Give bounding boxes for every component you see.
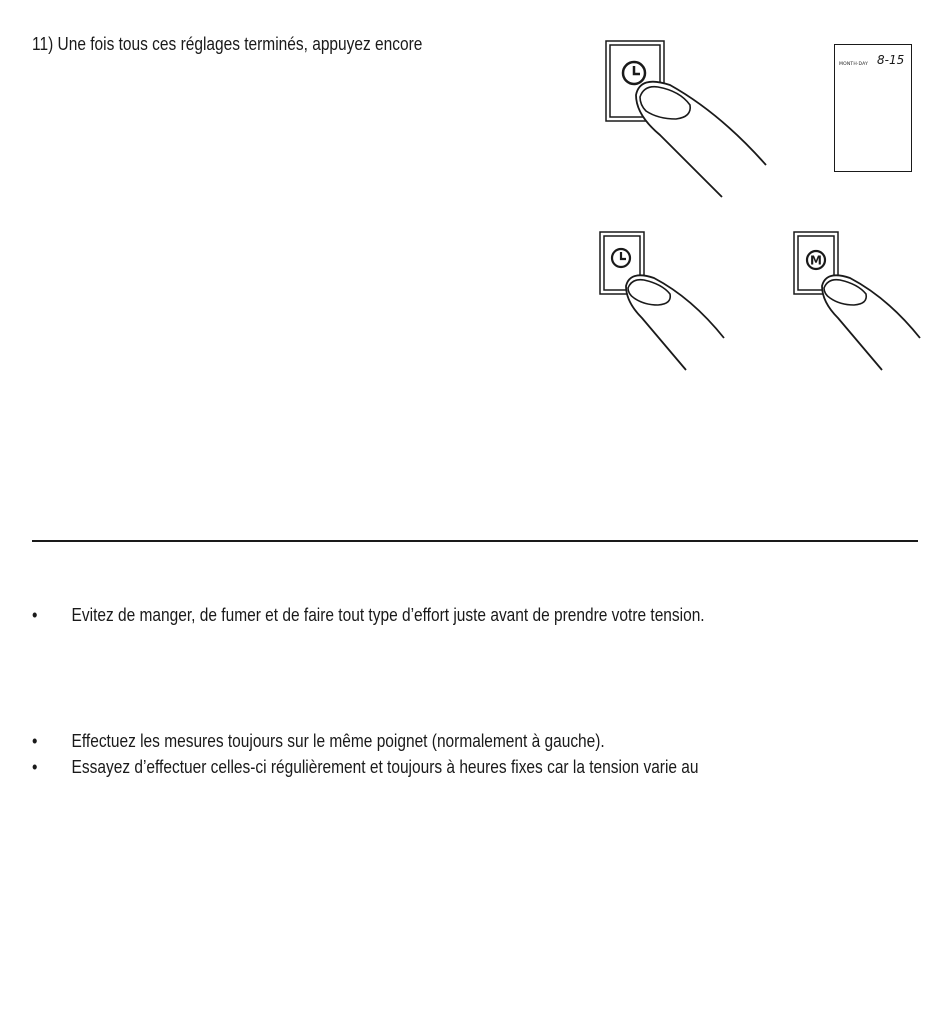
clock-icon bbox=[623, 62, 645, 84]
memory-icon bbox=[807, 251, 825, 269]
memory-letter: M bbox=[810, 253, 822, 268]
finger bbox=[822, 275, 920, 370]
bullet-marker: • bbox=[32, 757, 38, 777]
finger bbox=[626, 275, 724, 370]
memory-button-press-illustration bbox=[790, 228, 930, 373]
bullet-item bbox=[32, 756, 699, 778]
lcd-display bbox=[834, 44, 912, 172]
display-date-value: 8-15 bbox=[877, 53, 905, 67]
display-label: MONTH·DAY bbox=[839, 62, 869, 67]
bullet-text: Essayez d’effectuer celles-ci régulièrement et toujours à heures fixes car la tension varie au bbox=[71, 757, 699, 777]
clock-button-press-illustration bbox=[600, 35, 780, 205]
bullet-item bbox=[32, 730, 605, 752]
step-11-text: 11) Une fois tous ces réglages terminés, appuyez encore bbox=[32, 34, 423, 54]
clock-button-press-small-illustration bbox=[596, 228, 736, 373]
clock-icon bbox=[612, 249, 630, 267]
bullet-text: Evitez de manger, de fumer et de faire tout type d’effort juste avant de prendre votre tension. bbox=[71, 605, 705, 625]
finger bbox=[636, 82, 766, 197]
bullet-text: Effectuez les mesures toujours sur le même poignet (normalement à gauche). bbox=[71, 731, 605, 751]
bullet-marker: • bbox=[32, 731, 38, 751]
bullet-marker: • bbox=[32, 605, 38, 625]
section-divider bbox=[32, 540, 918, 542]
bullet-item bbox=[32, 604, 705, 626]
